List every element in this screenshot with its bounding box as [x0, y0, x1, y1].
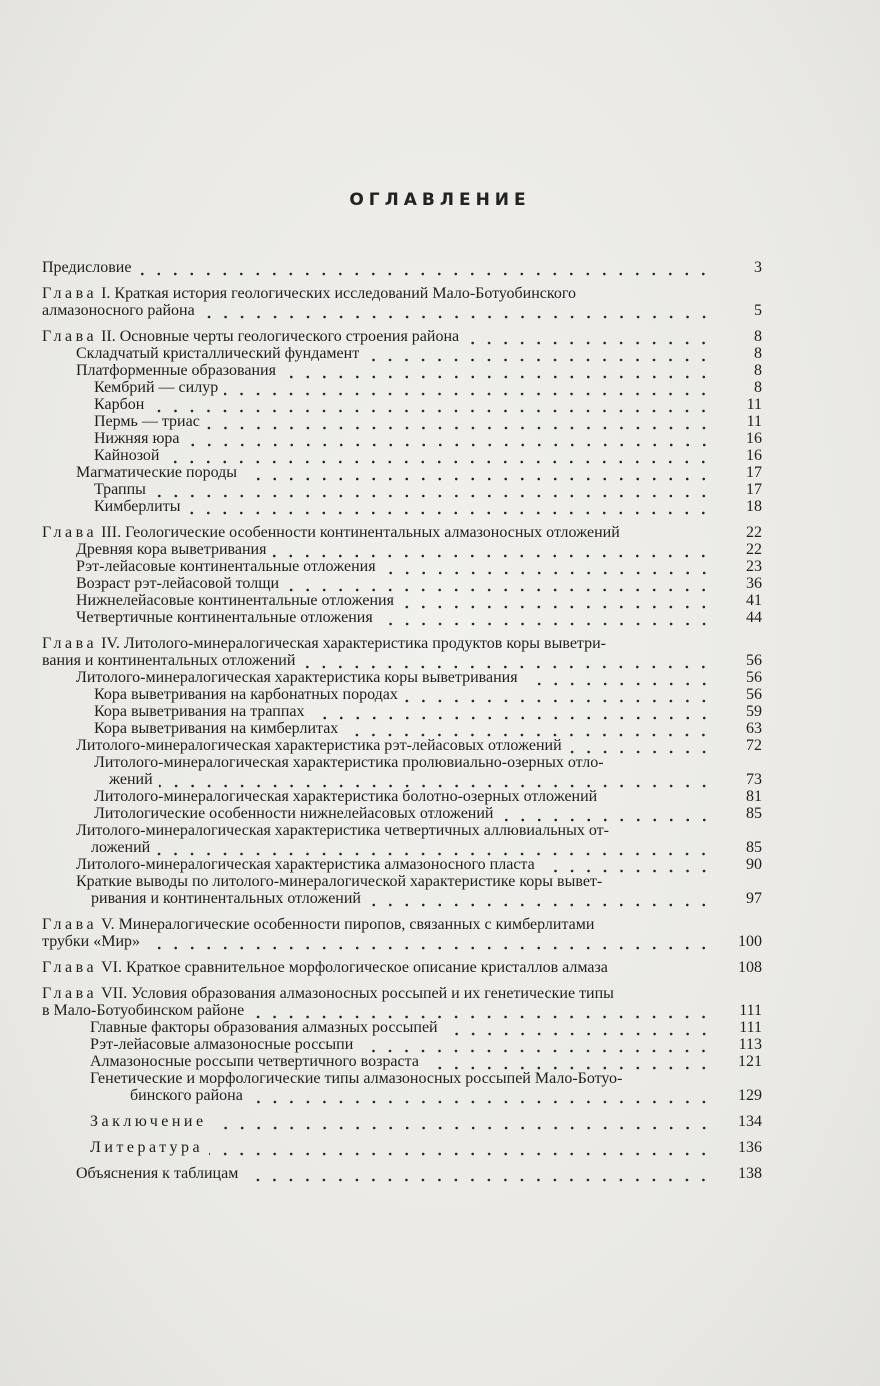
dot-leader — [500, 805, 713, 822]
dot-leader — [379, 609, 712, 626]
toc-entry-text: ложений — [91, 839, 151, 856]
page-number: 111 — [739, 1019, 762, 1036]
chapter-label: Глава — [42, 635, 98, 652]
toc-entry-text: Объяснения к таблицам — [76, 1165, 239, 1182]
toc-entry-title — [76, 592, 394, 609]
toc-entry-title — [94, 686, 398, 703]
toc-entry — [42, 771, 762, 788]
page-number: 8 — [754, 345, 762, 362]
toc-entry-text: III. Геологические особенности континентальных алмазоносных отложений — [101, 524, 620, 541]
toc-entry-title — [94, 481, 146, 498]
toc-entry — [42, 1036, 762, 1053]
toc-entry-text: V. Минералогические особенности пиропов, связанных с кимберлитами — [101, 916, 595, 933]
toc-entry-text: Нижнелейасовые континентальные отложения — [76, 592, 394, 609]
toc-entry — [42, 1053, 762, 1070]
page-number: 16 — [746, 430, 762, 447]
page-number: 134 — [738, 1113, 762, 1130]
dot-leader — [344, 720, 712, 737]
toc-entry-text: Возраст рэт-лейасовой толщи — [76, 575, 280, 592]
toc-entry — [42, 575, 762, 592]
page-number: 81 — [746, 788, 762, 805]
toc-entry-text: I. Краткая история геологических исследований Мало-Ботуобинского — [101, 285, 576, 302]
chapter-label: Глава — [42, 916, 98, 933]
dot-leader — [382, 558, 712, 575]
page-number: 22 — [746, 541, 762, 558]
toc-entry-title — [42, 259, 131, 276]
page-number: 36 — [746, 575, 762, 592]
toc-entry-text: Литолого-минералогическая характеристика четвертичных аллювиальных от- — [76, 822, 609, 839]
toc-entry-title — [76, 464, 237, 481]
toc-entry — [42, 1070, 762, 1087]
dot-leader — [224, 379, 712, 396]
toc-entry-title — [90, 1139, 203, 1156]
dot-leader — [150, 396, 712, 413]
toc-entry-text: Платформенные образования — [76, 362, 276, 379]
toc-entry — [42, 890, 762, 907]
toc-entry-title — [94, 703, 305, 720]
toc-entry — [42, 959, 762, 976]
toc-entry-title — [90, 1113, 207, 1130]
dot-leader — [272, 541, 712, 558]
dot-leader — [206, 413, 712, 430]
toc-entry-text: Кора выветривания на кимберлитах — [94, 720, 339, 737]
chapter-label: Глава — [42, 285, 98, 302]
toc-entry — [42, 430, 762, 447]
toc-entry-title — [76, 362, 276, 379]
dot-leader — [243, 464, 712, 481]
toc-entry — [42, 541, 762, 558]
toc-entry — [42, 916, 762, 933]
toc-entry-text: II. Основные черты геологического строения района — [101, 328, 460, 345]
toc-entry-text: Краткие выводы по литолого-минералогической характеристике коры вывет- — [76, 873, 603, 890]
dot-leader — [146, 933, 712, 950]
toc-entry — [42, 1087, 762, 1104]
toc-entry-text: в Мало-Ботуобинском районе — [42, 1002, 245, 1019]
toc-entry-title — [42, 635, 606, 652]
toc-entry-text: Литологические особенности нижнелейасовых отложений — [94, 805, 494, 822]
toc-entry-title — [94, 430, 180, 447]
toc-entry-title — [42, 959, 608, 976]
toc-entry — [42, 1113, 762, 1130]
toc-entry-title — [94, 396, 144, 413]
page-number: 85 — [746, 805, 762, 822]
toc-entry — [42, 498, 762, 515]
page-number: 17 — [746, 464, 762, 481]
toc-entry-title — [42, 985, 614, 1002]
toc-entry-title — [94, 379, 218, 396]
dot-leader — [465, 328, 712, 345]
toc-entry-text: Траппы — [94, 481, 146, 498]
toc-entry-title — [90, 1036, 353, 1053]
page-number: 121 — [738, 1053, 762, 1070]
page-number: 138 — [738, 1165, 762, 1182]
toc-entry — [42, 592, 762, 609]
toc-entry-title — [94, 788, 597, 805]
toc-entry-title — [42, 916, 594, 933]
toc-entry-title — [76, 541, 266, 558]
page-number: 22 — [746, 524, 762, 541]
dot-leader — [568, 737, 712, 754]
toc-entry-text: Литолого-минералогическая характеристика пролювиально-озерных отло- — [94, 754, 604, 771]
page-number: 8 — [754, 362, 762, 379]
chapter-label: Глава — [42, 328, 98, 345]
toc-entry — [42, 822, 762, 839]
toc-entry-text: трубки «Мир» — [42, 933, 141, 950]
page-number: 111 — [739, 1002, 762, 1019]
toc-entry — [42, 933, 762, 950]
toc-entry-text: Рэт-лейасовые алмазоносные россыпи — [90, 1036, 354, 1053]
chapter-label: Глава — [42, 985, 98, 1002]
page-number: 56 — [746, 669, 762, 686]
toc-entry-text: Литература — [90, 1139, 204, 1156]
toc-entry — [42, 1019, 762, 1036]
toc-entry-title — [42, 1002, 244, 1019]
page-number: 59 — [746, 703, 762, 720]
toc-entry-text: Литолого-минералогическая характеристика рэт-лейасовых отложений — [76, 737, 562, 754]
toc-entry-text: Рэт-лейасовые континентальные отложения — [76, 558, 376, 575]
dot-leader — [425, 1053, 712, 1070]
page-number: 108 — [738, 959, 762, 976]
page-number: 100 — [738, 933, 762, 950]
toc-entry-title — [90, 1019, 438, 1036]
chapter-label: Глава — [42, 524, 98, 541]
page-number: 73 — [746, 771, 762, 788]
toc-entry-title — [76, 558, 376, 575]
dot-leader — [285, 575, 712, 592]
dot-leader — [444, 1019, 712, 1036]
toc-entry-title — [42, 285, 576, 302]
toc-entry-text: Четвертичные континентальные отложения — [76, 609, 373, 626]
toc-entry — [42, 328, 762, 345]
toc-entry-title — [42, 933, 140, 950]
page-number: 72 — [746, 737, 762, 754]
dot-leader — [186, 430, 712, 447]
page-number: 17 — [746, 481, 762, 498]
toc-entry — [42, 259, 762, 276]
toc-entry-title — [94, 754, 604, 771]
page-number: 8 — [754, 328, 762, 345]
toc-entry-text: Кимберлиты — [94, 498, 181, 515]
dot-leader — [282, 362, 712, 379]
toc-entry — [42, 635, 762, 652]
toc-entry-title — [76, 856, 535, 873]
toc-entry — [42, 839, 762, 856]
dot-leader — [367, 890, 712, 907]
toc-entry — [42, 413, 762, 430]
dot-leader — [165, 447, 712, 464]
toc-entry-title — [94, 805, 494, 822]
page-number: 16 — [746, 447, 762, 464]
toc-entry-title — [76, 575, 279, 592]
toc-entry-text: Заключение — [90, 1113, 207, 1130]
page-number: 44 — [746, 609, 762, 626]
toc-entry — [42, 686, 762, 703]
dot-leader — [301, 652, 712, 669]
toc-entry-title — [90, 1070, 622, 1087]
toc-entry-title — [94, 498, 180, 515]
toc-entry — [42, 1002, 762, 1019]
dot-leader — [244, 1165, 712, 1182]
page-number: 136 — [738, 1139, 762, 1156]
page-number: 129 — [738, 1087, 762, 1104]
page-number: 63 — [746, 720, 762, 737]
toc-entry-title — [91, 890, 361, 907]
toc-entry-title — [76, 669, 518, 686]
toc-entry-text: Складчатый кристаллический фундамент — [76, 345, 360, 362]
toc-entry-title — [42, 652, 295, 669]
dot-leader — [400, 592, 712, 609]
toc-entry — [42, 302, 762, 319]
toc-entry — [42, 703, 762, 720]
toc-entry — [42, 788, 762, 805]
page-number: 97 — [746, 890, 762, 907]
toc-entry-title — [42, 302, 195, 319]
dot-leader — [541, 856, 712, 873]
toc-entry-title — [91, 839, 150, 856]
page-number: 8 — [754, 379, 762, 396]
toc-entry-text: Алмазоносные россыпи четвертичного возраста — [90, 1053, 419, 1070]
chapter-label: Глава — [42, 959, 98, 976]
page-number: 5 — [754, 302, 762, 319]
toc-entry — [42, 609, 762, 626]
toc-entry-text: Древняя кора выветривания — [76, 541, 267, 558]
toc-entry — [42, 805, 762, 822]
dot-leader — [249, 1087, 712, 1104]
toc-entry-text: вания и континентальных отложений — [42, 652, 296, 669]
dot-leader — [186, 498, 712, 515]
toc-entry-text: Главные факторы образования алмазных россыпей — [90, 1019, 438, 1036]
toc-entry — [42, 737, 762, 754]
toc-entry-text: Кембрий — силур — [94, 379, 219, 396]
page-number: 56 — [746, 652, 762, 669]
toc-entry-text: Предисловие — [42, 259, 132, 276]
toc-entry-title — [76, 822, 609, 839]
page-number: 56 — [746, 686, 762, 703]
toc-entry-text: Кора выветривания на карбонатных породах — [94, 686, 398, 703]
page-number: 23 — [746, 558, 762, 575]
toc-entry-text: Кайнозой — [94, 447, 160, 464]
toc-entry-text: Литолого-минералогическая характеристика коры выветривания — [76, 669, 518, 686]
toc-entry — [42, 985, 762, 1002]
toc-entry-text: алмазоносного района — [42, 302, 195, 319]
toc-entry — [42, 481, 762, 498]
page-title: ОГЛАВЛЕНИЕ — [349, 190, 531, 210]
toc-entry — [42, 1165, 762, 1182]
page-number: 11 — [746, 413, 762, 430]
toc-entry-title — [42, 524, 620, 541]
toc-entry-title — [130, 1087, 243, 1104]
table-of-contents — [42, 259, 762, 1182]
toc-entry — [42, 652, 762, 669]
toc-entry — [42, 669, 762, 686]
page-number: 90 — [746, 856, 762, 873]
dot-leader — [159, 771, 712, 788]
toc-entry — [42, 447, 762, 464]
toc-entry-text: VII. Условия образования алмазоносных россыпей и их генетические типы — [101, 985, 614, 1002]
toc-entry — [42, 379, 762, 396]
dot-leader — [311, 703, 713, 720]
toc-entry — [42, 396, 762, 413]
toc-entry — [42, 873, 762, 890]
toc-entry-title — [42, 328, 459, 345]
dot-leader — [137, 259, 712, 276]
toc-entry-text: ривания и континентальных отложений — [91, 890, 361, 907]
toc-entry — [42, 362, 762, 379]
toc-entry-text: Кора выветривания на траппах — [94, 703, 305, 720]
toc-entry-text: Пермь — триас — [94, 413, 200, 430]
toc-entry-text: Литолого-минералогическая характеристика алмазоносного пласта — [76, 856, 535, 873]
page-number: 41 — [746, 592, 762, 609]
dot-leader — [152, 481, 712, 498]
page-number: 3 — [754, 259, 762, 276]
toc-entry-title — [76, 1165, 238, 1182]
toc-entry-title — [94, 447, 159, 464]
toc-entry-title — [76, 345, 359, 362]
dot-leader — [201, 302, 712, 319]
toc-entry-text: бинского района — [130, 1087, 243, 1104]
toc-entry-title — [76, 609, 373, 626]
toc-entry-title — [76, 737, 562, 754]
toc-entry-text: жений — [109, 771, 153, 788]
page-number: 11 — [746, 396, 762, 413]
toc-entry-text: Карбон — [94, 396, 145, 413]
dot-leader — [250, 1002, 712, 1019]
page-number: 113 — [738, 1036, 762, 1053]
page-number: 18 — [746, 498, 762, 515]
dot-leader — [359, 1036, 712, 1053]
toc-entry-title — [76, 873, 602, 890]
toc-entry-text: Нижняя юра — [94, 430, 180, 447]
toc-entry — [42, 720, 762, 737]
dot-leader — [213, 1113, 712, 1130]
toc-entry — [42, 754, 762, 771]
toc-entry — [42, 345, 762, 362]
dot-leader — [209, 1139, 712, 1156]
toc-entry — [42, 558, 762, 575]
toc-entry — [42, 524, 762, 541]
toc-entry-text: Литолого-минералогическая характеристика болотно-озерных отложений — [94, 788, 598, 805]
toc-entry-title — [90, 1053, 419, 1070]
toc-entry-text: Магматические породы — [76, 464, 238, 481]
toc-entry — [42, 464, 762, 481]
toc-entry — [42, 856, 762, 873]
dot-leader — [156, 839, 712, 856]
dot-leader — [365, 345, 712, 362]
dot-leader — [404, 686, 712, 703]
toc-entry-title — [94, 413, 200, 430]
toc-entry-text: IV. Литолого-минералогическая характеристика продуктов коры выветри- — [101, 635, 606, 652]
toc-entry-title — [94, 720, 338, 737]
toc-entry-text: VI. Краткое сравнительное морфологическое описание кристаллов алмаза — [101, 959, 608, 976]
toc-entry-text: Генетические и морфологические типы алмазоносных россыпей Мало-Ботуо- — [90, 1070, 623, 1087]
dot-leader — [524, 669, 712, 686]
toc-entry — [42, 1139, 762, 1156]
toc-entry — [42, 285, 762, 302]
page-number: 85 — [746, 839, 762, 856]
toc-entry-title — [109, 771, 153, 788]
